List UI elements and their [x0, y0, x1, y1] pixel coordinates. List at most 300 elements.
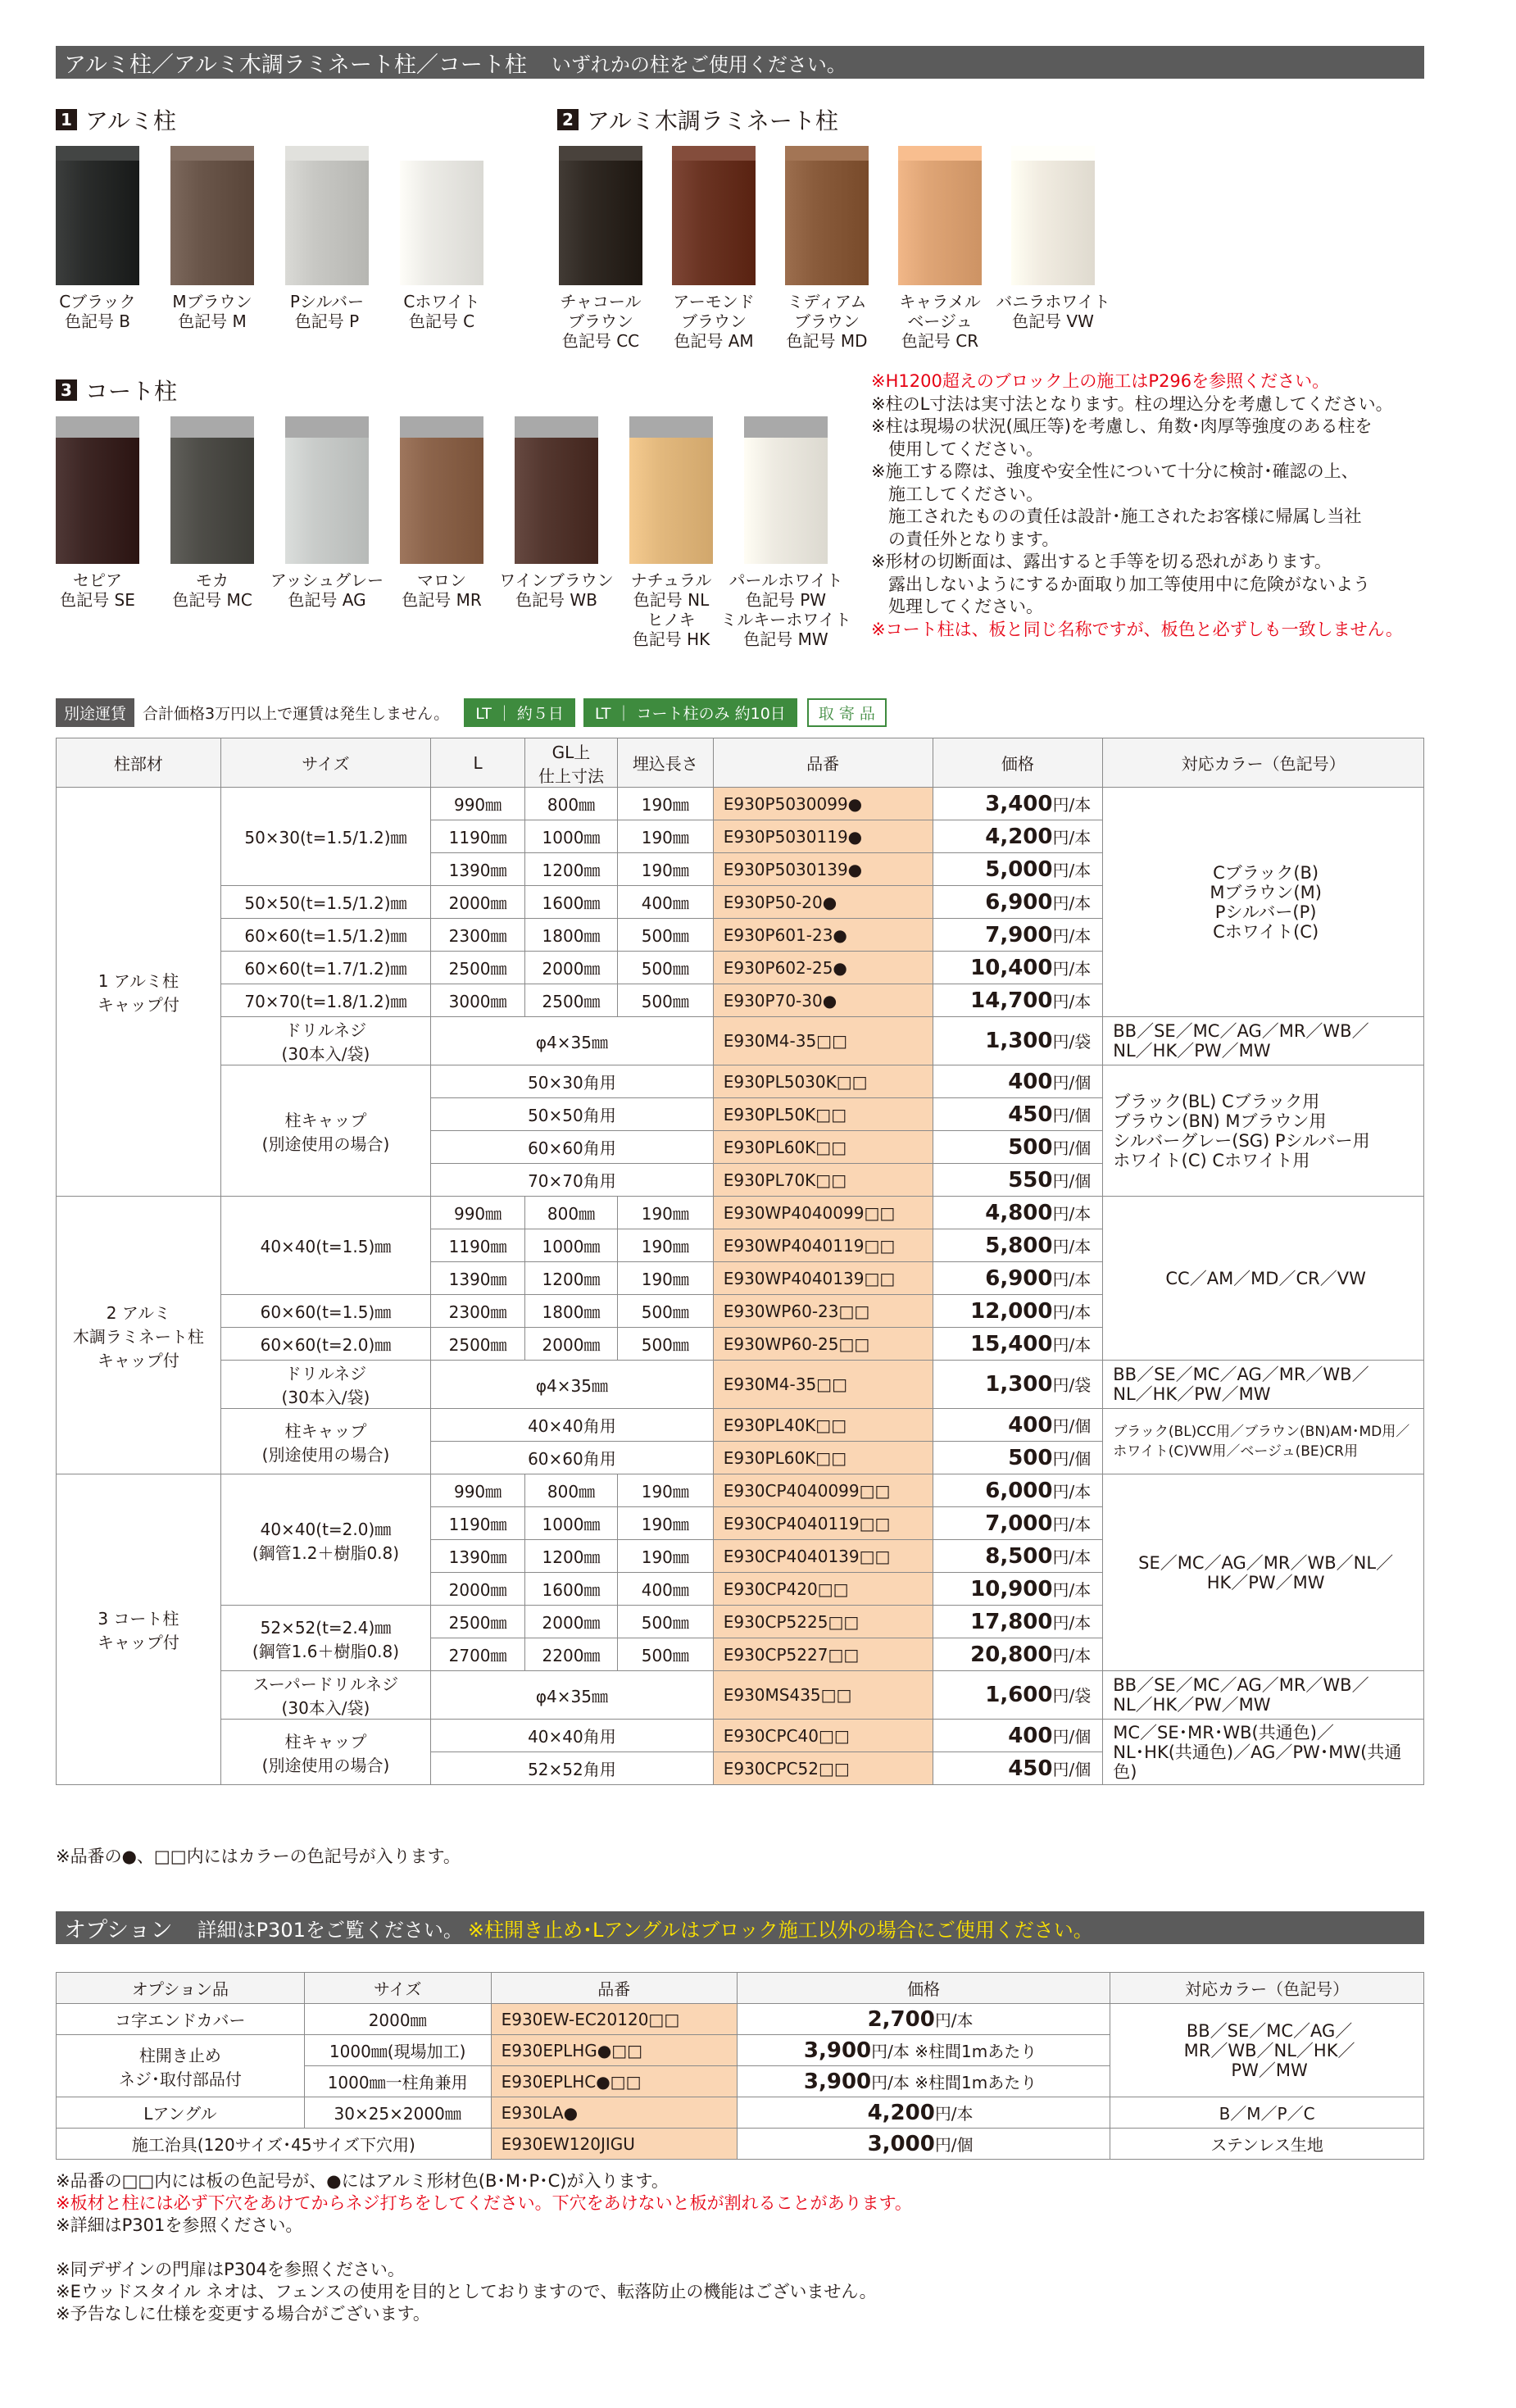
price-unit: 円/本 [871, 2041, 910, 2061]
price-cell [933, 1606, 1103, 1638]
color-cell: CC／AM／MD／CR／VW [1103, 1197, 1424, 1361]
table-cell: 1390㎜ [431, 853, 525, 886]
note-line: ※形材の切断面は、露出すると手等を切る恐れがあります。 [871, 552, 1332, 571]
column-header: 品番 [491, 1973, 737, 2004]
table-cell: 1600㎜ [525, 886, 618, 919]
product-number: E930PL5030K□□ [713, 1065, 933, 1098]
product-number: E930WP4040119□□ [713, 1229, 933, 1262]
column-header: L [431, 738, 525, 788]
post-swatch [56, 416, 139, 564]
option-bar [56, 1911, 1424, 1944]
price-unit: 円/本 [1052, 794, 1092, 815]
swatch-code: 色記号 MD [786, 331, 868, 351]
swatch-code: 色記号 P [294, 311, 360, 331]
price-unit: 円/本 [1052, 1547, 1092, 1567]
post-cap [56, 416, 139, 438]
footer-notes [56, 2170, 912, 2325]
cap-spec: 50×50角用 [431, 1098, 714, 1131]
order-badge: 取 寄 品 [807, 698, 887, 727]
table-cell: 2300㎜ [431, 919, 525, 952]
table-cell: 2500㎜ [431, 952, 525, 984]
note-line: 露出しないようにするか面取り加工等使用中に危険がないよう [888, 574, 1370, 594]
post-body [170, 438, 254, 564]
table-cell: 2500㎜ [525, 984, 618, 1017]
note-line: ※施工する際は、強度や安全性について十分に検討･確認の上、 [871, 461, 1359, 481]
swatch-name: アッシュグレー [270, 570, 384, 590]
price-unit: 円/本 [871, 2072, 910, 2092]
table-cell: 500㎜ [617, 1328, 713, 1361]
swatch-name: モカ [196, 570, 229, 590]
table-cell: 1190㎜ [431, 820, 525, 853]
option-table [56, 1972, 1424, 2160]
swatch-code: 色記号 M [178, 311, 247, 331]
post-swatch [744, 416, 828, 564]
color-cell: ブラック(BL)CC用／ブラウン(BN)AM･MD用／ ホワイト(C)VW用／ベージュ(BE)CR用 [1103, 1409, 1424, 1474]
price-unit: 円/本 [1052, 1302, 1092, 1322]
note-line: ※H1200超えのブロック上の施工はP296を参照ください。 [871, 371, 1330, 391]
table-cell: 190㎜ [617, 1474, 713, 1507]
price-cell [933, 820, 1103, 853]
price-cell [933, 1361, 1103, 1409]
swatch-code: 色記号 MW [743, 629, 828, 649]
shipping-badge: 別途運賃 [56, 698, 134, 727]
notes-block [871, 370, 1437, 641]
color-cell: MC／SE･MR･WB(共通色)／ NL･HK(共通色)／AG／PW･MW(共通色) [1103, 1720, 1424, 1785]
swatch-code: 色記号 CC [561, 331, 640, 351]
table-header-row [57, 738, 1424, 788]
size-cell: 60×60(t=1.7/1.2)㎜ [220, 952, 430, 984]
price-unit: 円/本 [934, 2103, 974, 2124]
post-swatch [400, 416, 483, 564]
price-cell [933, 1197, 1103, 1229]
table-cell: 1800㎜ [525, 1295, 618, 1328]
swatch-code: 色記号 VW [1012, 311, 1094, 331]
footer-note-line: ※板材と柱には必ず下穴をあけてからネジ打ちをしてください。下穴をあけないと板が割れることがあります。 [56, 2193, 912, 2213]
size-cell: 60×60(t=1.5)㎜ [220, 1295, 430, 1328]
table-cell: 190㎜ [617, 1540, 713, 1573]
post-swatch [629, 416, 713, 564]
post-cap [629, 416, 713, 438]
option-size: 1000㎜一柱角兼用 [304, 2066, 491, 2097]
product-number: E930PL60K□□ [713, 1442, 933, 1474]
cap-spec: 50×30角用 [431, 1065, 714, 1098]
price-value: 14,700 [970, 988, 1053, 1013]
header-bar [56, 46, 1424, 79]
shipping-note: 合計価格3万円以上で運賃は発生しません。 [143, 705, 450, 723]
swatch-name: Cホワイト [403, 292, 480, 311]
price-value: 4,200 [867, 2100, 935, 2125]
price-cell [933, 1671, 1103, 1720]
table-cell: 190㎜ [617, 820, 713, 853]
post-body [559, 161, 642, 285]
post-swatch [559, 146, 642, 285]
table-cell: 1600㎜ [525, 1573, 618, 1606]
price-cell [933, 1638, 1103, 1671]
drill-name: ドリルネジ (30本入/袋) [220, 1017, 430, 1065]
price-value: 450 [1008, 1102, 1053, 1127]
price-unit: 円/本 [1052, 1579, 1092, 1600]
price-cell [933, 1752, 1103, 1785]
option-highlight: ※柱開き止め･Lアングルはブロック施工以外の場合にご使用ください。 [467, 1918, 1093, 1942]
price-cell [933, 1065, 1103, 1098]
price-value: 3,900 [803, 2069, 872, 2094]
table-cell: 800㎜ [525, 788, 618, 820]
cap-spec: 60×60角用 [431, 1442, 714, 1474]
option-size: 1000㎜(現場加工) [304, 2035, 491, 2066]
product-number: E930PL60K□□ [713, 1131, 933, 1164]
price-unit: 円/袋 [1052, 1375, 1092, 1395]
price-value: 6,000 [985, 1478, 1053, 1503]
post-body [1011, 161, 1095, 285]
table-cell: 2000㎜ [525, 1606, 618, 1638]
price-value: 17,800 [970, 1609, 1053, 1634]
post-cap [285, 416, 369, 438]
product-number: E930EPLHG●□□ [491, 2035, 737, 2066]
group-label: 3 コート柱 キャップ付 [57, 1474, 221, 1785]
column-header: サイズ [220, 738, 430, 788]
price-cell [933, 1474, 1103, 1507]
table-cell: 800㎜ [525, 1197, 618, 1229]
post-cap [56, 146, 139, 161]
size-cell: 50×50(t=1.5/1.2)㎜ [220, 886, 430, 919]
product-number: E930P602-25● [713, 952, 933, 984]
price-extra: ※柱間1mあたり [909, 2041, 1037, 2061]
price-value: 500 [1008, 1134, 1053, 1160]
color-cell: BB／SE／MC／AG／MR／WB／ NL／HK／PW／MW [1103, 1017, 1424, 1065]
column-header: 対応カラー（色記号） [1110, 1973, 1424, 2004]
swatch-code: 色記号 B [64, 311, 131, 331]
price-unit: 円/本 [934, 2010, 974, 2030]
table-cell: 2000㎜ [525, 952, 618, 984]
table-cell: 1190㎜ [431, 1229, 525, 1262]
product-number: E930WP4040099□□ [713, 1197, 933, 1229]
price-unit: 円/個 [934, 2134, 974, 2155]
price-value: 450 [1008, 1756, 1053, 1781]
price-cell [933, 853, 1103, 886]
price-cell [933, 788, 1103, 820]
swatch-name: キャラメル ベージュ [899, 292, 981, 331]
price-cell [933, 1229, 1103, 1262]
product-number: E930P601-23● [713, 919, 933, 952]
product-number: E930EPLHC●□□ [491, 2066, 737, 2097]
price-value: 5,000 [985, 856, 1053, 882]
swatch-name: ミディアム ブラウン [787, 292, 867, 331]
product-number: E930CPC52□□ [713, 1752, 933, 1785]
table-cell: 1000㎜ [525, 1229, 618, 1262]
post-body [515, 438, 598, 564]
swatch-name: チャコール ブラウン [560, 292, 642, 331]
table-cell: 1390㎜ [431, 1262, 525, 1295]
price-unit: 円/本 [1052, 1514, 1092, 1534]
table-cell: 500㎜ [617, 1295, 713, 1328]
column-header: オプション品 [57, 1973, 305, 2004]
price-cell [933, 1409, 1103, 1442]
option-name: 柱開き止め ネジ･取付部品付 [57, 2035, 305, 2097]
size-cell: 40×40(t=2.0)㎜ (鋼管1.2＋樹脂0.8) [220, 1474, 430, 1606]
price-value: 4,800 [985, 1200, 1053, 1225]
product-number: E930CP4040099□□ [713, 1474, 933, 1507]
swatch-name: Mブラウン [172, 292, 252, 311]
price-value: 400 [1008, 1723, 1053, 1748]
post-swatch [56, 146, 139, 285]
column-header: 価格 [933, 738, 1103, 788]
drill-spec: φ4×35㎜ [431, 1671, 714, 1720]
table-row [57, 1017, 1424, 1065]
table-cell: 2200㎜ [525, 1638, 618, 1671]
product-number: E930P70-30● [713, 984, 933, 1017]
table-cell: 500㎜ [617, 1638, 713, 1671]
post-swatch [170, 416, 254, 564]
product-number: E930PL40K□□ [713, 1409, 933, 1442]
price-cell [933, 1295, 1103, 1328]
swatch-name: パールホワイト 色記号 PW ミルキーホワイト [720, 570, 851, 629]
option-size: 2000㎜ [304, 2004, 491, 2035]
table-cell: 1390㎜ [431, 1540, 525, 1573]
product-number: E930LA● [491, 2097, 737, 2129]
price-value: 1,300 [985, 1029, 1053, 1053]
price-cell [933, 1573, 1103, 1606]
table-row [57, 1671, 1424, 1720]
product-table [56, 738, 1424, 1785]
price-cell [737, 2066, 1110, 2097]
table-cell: 2000㎜ [525, 1328, 618, 1361]
table-row [57, 1720, 1424, 1752]
table-cell: 190㎜ [617, 1229, 713, 1262]
price-unit: 円/本 [1052, 958, 1092, 979]
size-cell: 60×60(t=1.5/1.2)㎜ [220, 919, 430, 952]
note-line: 使用してください。 [888, 438, 1043, 459]
table-cell: 2500㎜ [431, 1328, 525, 1361]
table-cell: 190㎜ [617, 1262, 713, 1295]
price-cell [933, 1164, 1103, 1197]
post-cap [744, 416, 828, 438]
table-cell: 2000㎜ [431, 1573, 525, 1606]
price-cell [933, 1507, 1103, 1540]
table-cell: 190㎜ [617, 1507, 713, 1540]
price-unit: 円/本 [1052, 1334, 1092, 1355]
product-number: E930PL70K□□ [713, 1164, 933, 1197]
price-unit: 円/本 [1052, 860, 1092, 880]
footer-note-line: ※予告なしに仕様を変更する場合がございます。 [56, 2304, 430, 2324]
swatch-name: マロン [417, 570, 466, 590]
note-line: ※柱のL寸法は実寸法となります。柱の埋込分を考慮してください。 [871, 393, 1393, 414]
color-cell: Cブラック(B) Mブラウン(M) Pシルバー(P) Cホワイト(C) [1103, 788, 1424, 1017]
cap-spec: 70×70角用 [431, 1164, 714, 1197]
page-title: アルミ柱／アルミ木調ラミネート柱／コート柱 [64, 52, 527, 78]
post-swatch [170, 146, 254, 285]
table-cell: 500㎜ [617, 952, 713, 984]
table-cell: 2700㎜ [431, 1638, 525, 1671]
group-label: 2 アルミ 木調ラミネート柱 キャップ付 [57, 1197, 221, 1474]
swatch-code: 色記号 AM [674, 331, 754, 351]
table-row [57, 1065, 1424, 1098]
footer-note-line: ※Eウッドスタイル ネオは、フェンスの使用を目的としておりますので、転落防止の機能はございません。 [56, 2282, 877, 2301]
product-number: E930CPC40□□ [713, 1720, 933, 1752]
table-cell: 800㎜ [525, 1474, 618, 1507]
post-cap [170, 146, 254, 161]
post-cap [672, 146, 756, 161]
post-body [898, 161, 982, 285]
drill-name: ドリルネジ (30本入/袋) [220, 1361, 430, 1409]
swatch-name: Cブラック [59, 292, 136, 311]
price-value: 7,000 [985, 1511, 1053, 1536]
post-swatch [898, 146, 982, 285]
price-unit: 円/本 [1052, 1236, 1092, 1256]
post-body [629, 438, 713, 564]
swatch-code: 色記号 SE [60, 590, 135, 610]
cap-name: 柱キャップ (別途使用の場合) [220, 1065, 430, 1197]
price-value: 1,300 [985, 1372, 1053, 1397]
swatch-name: ワインブラウン [499, 570, 614, 590]
product-number: E930WP60-23□□ [713, 1295, 933, 1328]
table-row [57, 1409, 1424, 1442]
product-number: E930M4-35□□ [713, 1361, 933, 1409]
product-number: E930PL50K□□ [713, 1098, 933, 1131]
note-line: ※柱は現場の状況(風圧等)を考慮し、角数･肉厚等強度のある柱を [871, 416, 1373, 436]
price-unit: 円/本 [1052, 827, 1092, 847]
price-unit: 円/本 [1052, 1645, 1092, 1665]
price-value: 7,900 [985, 922, 1053, 947]
price-unit: 円/個 [1052, 1170, 1092, 1191]
cap-spec: 40×40角用 [431, 1720, 714, 1752]
price-cell [737, 2004, 1110, 2035]
swatch-code: 色記号 HK [632, 629, 710, 649]
swatch-code: 色記号 WB [515, 590, 597, 610]
swatch-name: セピア [73, 570, 122, 590]
post-cap [785, 146, 869, 161]
price-cell [933, 984, 1103, 1017]
table-cell: 1190㎜ [431, 1507, 525, 1540]
price-cell [933, 1262, 1103, 1295]
swatch-label [978, 292, 1128, 331]
color-cell: BB／SE／MC／AG／ MR／WB／NL／HK／ PW／MW [1110, 2004, 1424, 2097]
price-value: 20,800 [970, 1642, 1053, 1667]
table-cell: 1800㎜ [525, 919, 618, 952]
price-unit: 円/個 [1052, 1726, 1092, 1747]
price-extra: ※柱間1mあたり [909, 2072, 1037, 2092]
drill-name: スーパードリルネジ (30本入/袋) [220, 1671, 430, 1720]
post-cap [285, 146, 369, 161]
price-cell [933, 886, 1103, 919]
footer-note-line: ※詳細はP301を参照ください。 [56, 2215, 303, 2235]
table-cell: 1200㎜ [525, 853, 618, 886]
price-value: 550 [1008, 1167, 1053, 1193]
post-swatch [672, 146, 756, 285]
price-value: 400 [1008, 1069, 1053, 1094]
table-cell: 1200㎜ [525, 1540, 618, 1573]
post-cap [1011, 146, 1095, 161]
table-cell: 400㎜ [617, 886, 713, 919]
price-cell [737, 2129, 1110, 2160]
swatch-name: ナチュラル 色記号 NL ヒノキ [630, 570, 712, 629]
product-number: E930P50-20● [713, 886, 933, 919]
column-header: 価格 [737, 1973, 1110, 2004]
price-value: 2,700 [867, 2006, 935, 2032]
swatch-code: 色記号 CR [901, 331, 979, 351]
product-number: E930CP4040119□□ [713, 1507, 933, 1540]
table-cell: 1000㎜ [525, 820, 618, 853]
post-body [56, 438, 139, 564]
lt-badge: LT ｜ 約５日 [464, 698, 575, 727]
swatch-name: バニラホワイト [996, 292, 1110, 311]
price-cell [933, 1131, 1103, 1164]
product-number: E930P5030099● [713, 788, 933, 820]
price-value: 8,500 [985, 1543, 1053, 1569]
price-value: 4,200 [985, 824, 1053, 849]
lt-coat-badge: LT ｜ コート柱のみ 約10日 [583, 698, 797, 727]
price-value: 1,600 [985, 1683, 1053, 1707]
table-cell: 190㎜ [617, 853, 713, 886]
footer-note-line: ※品番の□□内には板の色記号が、●にはアルミ形材色(B･M･P･C)が入ります。 [56, 2171, 669, 2191]
table-cell: 990㎜ [431, 788, 525, 820]
post-body [285, 438, 369, 564]
column-header: 柱部材 [57, 738, 221, 788]
table-row [57, 1197, 1424, 1229]
swatch-code: 色記号 AG [288, 590, 366, 610]
price-value: 3,000 [867, 2131, 935, 2156]
price-unit: 円/本 [1052, 1612, 1092, 1633]
note-line: 処理してください。 [888, 597, 1043, 616]
post-cap [898, 146, 982, 161]
section-coat: 3 コート柱 [56, 374, 177, 407]
option-name: Lアングル [57, 2097, 305, 2129]
swatch-code: 色記号 C [408, 311, 475, 331]
price-unit: 円/本 [1052, 1269, 1092, 1289]
product-number: E930WP4040139□□ [713, 1262, 933, 1295]
price-cell [933, 952, 1103, 984]
option-header-row [57, 1973, 1424, 2004]
product-number: E930MS435□□ [713, 1671, 933, 1720]
column-header: 埋込長さ [617, 738, 713, 788]
price-value: 6,900 [985, 1265, 1053, 1291]
swatch-code: 色記号 MR [402, 590, 482, 610]
cap-name: 柱キャップ (別途使用の場合) [220, 1720, 430, 1785]
note-line: 施工してください。 [888, 484, 1043, 504]
post-body [170, 161, 254, 285]
price-unit: 円/個 [1052, 1138, 1092, 1158]
table-cell: 500㎜ [617, 984, 713, 1017]
cap-spec: 40×40角用 [431, 1409, 714, 1442]
color-cell: ブラック(BL) Cブラック用 ブラウン(BN) Mブラウン用 シルバーグレー(SG) Pシルバー用 ホワイト(C) Cホワイト用 [1103, 1065, 1424, 1197]
price-value: 500 [1008, 1445, 1053, 1470]
price-value: 6,900 [985, 889, 1053, 915]
group-label: 1 アルミ柱 キャップ付 [57, 788, 221, 1197]
color-cell: BB／SE／MC／AG／MR／WB／ NL／HK／PW／MW [1103, 1671, 1424, 1720]
size-cell: 40×40(t=1.5)㎜ [220, 1197, 430, 1295]
table-note: ※品番の●、□□内にはカラーの色記号が入ります。 [56, 1847, 461, 1866]
price-unit: 円/個 [1052, 1448, 1092, 1469]
option-row [57, 2097, 1424, 2129]
price-value: 400 [1008, 1412, 1053, 1438]
table-cell: 990㎜ [431, 1474, 525, 1507]
table-cell: 2500㎜ [431, 1606, 525, 1638]
table-cell: 500㎜ [617, 919, 713, 952]
size-cell: 60×60(t=2.0)㎜ [220, 1328, 430, 1361]
table-cell: 990㎜ [431, 1197, 525, 1229]
price-unit: 円/本 [1052, 1481, 1092, 1502]
price-cell [933, 1540, 1103, 1573]
swatch-label [367, 292, 516, 331]
price-unit: 円/本 [1052, 1203, 1092, 1224]
post-swatch [400, 146, 483, 285]
color-cell: SE／MC／AG／MR／WB／NL／ HK／PW／MW [1103, 1474, 1424, 1671]
post-swatch [515, 416, 598, 564]
table-row [57, 1361, 1424, 1409]
table-cell: 190㎜ [617, 788, 713, 820]
note-line: ※コート柱は、板と同じ名称ですが、板色と必ずしも一致しません。 [871, 619, 1403, 639]
option-name: 施工治具(120サイズ･45サイズ下穴用) [57, 2129, 492, 2160]
post-body [744, 438, 828, 564]
